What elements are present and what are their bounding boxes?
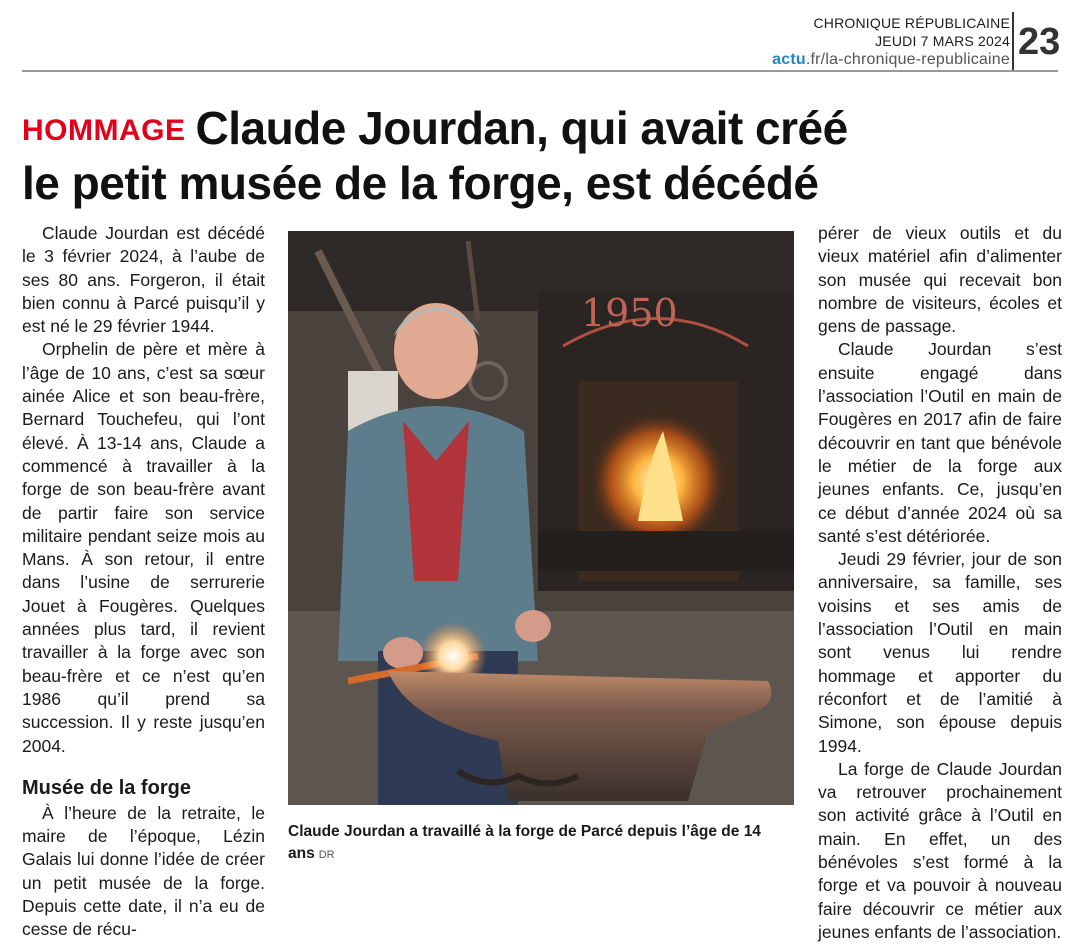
url-brand: actu xyxy=(772,51,806,68)
article-paragraph: Jeudi 29 février, jour de son anniversaire, sa famille, ses voisins et ses amis de l’association l’Outil en main sont venus lui rendre hommage et apporter du réconfort et de l’amitié à Simone, son épouse depuis 1994. xyxy=(818,549,1062,756)
article-column-left xyxy=(22,222,265,942)
forge-photo-illustration xyxy=(288,231,794,805)
headline-line-2: le petit musée de la forge, est décédé xyxy=(22,157,819,209)
photo-credit: DR xyxy=(318,849,335,861)
article-column-right xyxy=(818,222,1062,944)
article-paragraph: À l’heure de la retraite, le maire de l’époque, Lézin Galais lui donne l’idée de créer un petit musée de la forge. Depuis cette date, il n’a eu de cesse de récu- xyxy=(22,802,265,940)
caption-text: Claude Jourdan a travaillé à la forge de Parcé depuis l’âge de 14 ans xyxy=(288,823,761,862)
article-paragraph: Claude Jourdan s’est ensuite engagé dans l’association l’Outil en main de Fougères en 2017 afin de faire découvrir en tant que bénévole le métier de la forge aux jeunes enfants. Ce, jusqu’en ce début d’année 2024 où sa santé s’est détériorée. xyxy=(818,339,1062,546)
publication-name: CHRONIQUE RÉPUBLICAINE xyxy=(813,15,1010,31)
publication-url[interactable] xyxy=(772,50,1010,70)
article-paragraph: Orphelin de père et mère à l’âge de 10 ans, c’est sa sœur ainée Alice et son beau-frère, Bernard Touchefeu, qui l’ont élevé. À 13-14 ans, Claude a commencé à travailler à la forge de son beau-frère avant de partir faire son service militaire pendant seize mois au Mans. À son retour, il entre dans l’usine de serrurerie Jouet à Fougères. Quelques années plus tard, il revient travailler à la forge avec son beau-frère et ce n’est qu’en 1986 qu’il prend sa succession. Il y reste jusqu’en 2004. xyxy=(22,339,265,756)
article-headline xyxy=(22,102,1062,209)
photo-sign-1950: 1950 xyxy=(581,291,678,335)
page-number: 23 xyxy=(1018,21,1061,63)
article-paragraph: Claude Jourdan est décédé le 3 février 2024, à l’aube de ses 80 ans. Forgeron, il était bien connu à Parcé puisqu’il y est né le 29 février 1944. xyxy=(22,223,265,337)
masthead xyxy=(772,14,1010,70)
url-path: .fr/la-chronique-republicaine xyxy=(805,51,1010,68)
article-photo[interactable] xyxy=(288,231,794,805)
header-vertical-divider xyxy=(1012,12,1014,70)
article-kicker: HOMMAGE xyxy=(22,114,186,147)
article-paragraph: La forge de Claude Jourdan va retrouver prochainement son activité grâce à l’Outil en main. En effet, un des bénévoles s’est formé à la forge et va pouvoir à nouveau faire découvrir ce métier aux jeunes enfants de l’association. xyxy=(818,758,1062,942)
issue-date: JEUDI 7 MARS 2024 xyxy=(875,33,1010,49)
headline-line-1: Claude Jourdan, qui avait créé xyxy=(195,102,848,154)
photo-caption xyxy=(288,821,788,866)
header-rule xyxy=(22,70,1058,72)
article-paragraph-continuation: pérer de vieux outils et du vieux matériel afin d’alimenter son musée qui recevait bon nombre de visiteurs, écoles et gens de passage. xyxy=(818,223,1062,337)
section-subhead: Musée de la forge xyxy=(22,776,191,799)
